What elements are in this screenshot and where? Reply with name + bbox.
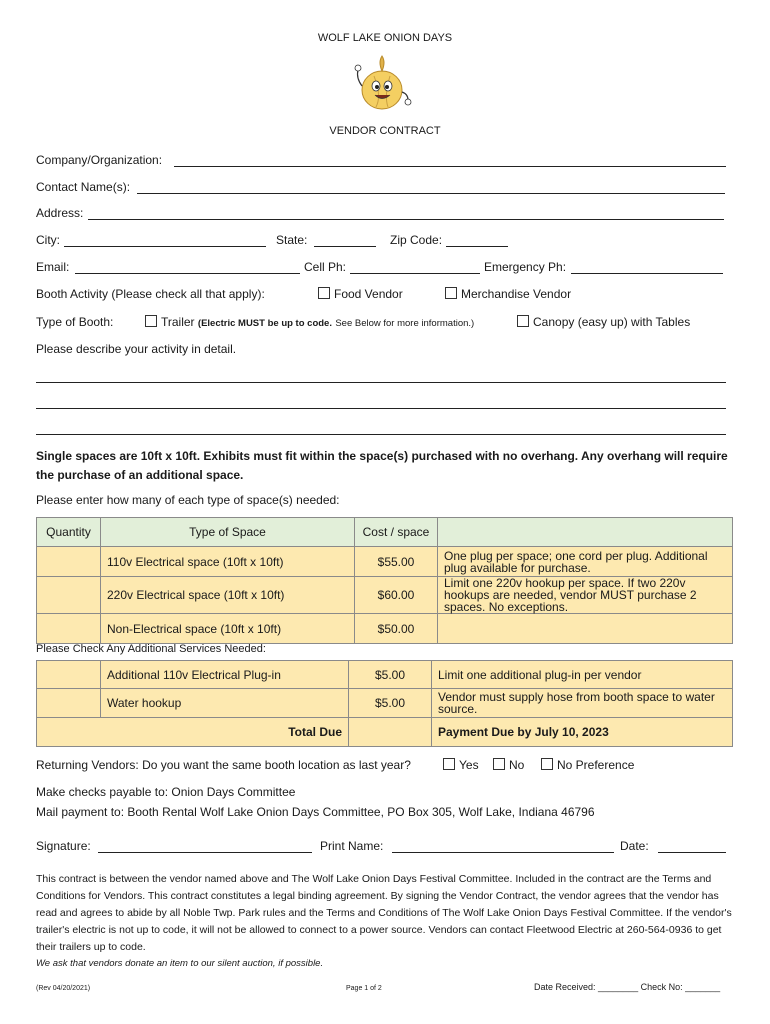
address-label: Address: (36, 206, 84, 220)
print-name-label: Print Name: (320, 839, 384, 853)
canopy-label: Canopy (easy up) with Tables (533, 315, 691, 329)
header-quantity: Quantity (37, 518, 101, 547)
service-checkbox-plugin[interactable] (37, 661, 101, 689)
booth-activity-label: Booth Activity (Please check all that apply): (36, 287, 265, 301)
trailer-checkbox[interactable] (145, 315, 474, 329)
quantity-input-220v[interactable] (37, 577, 101, 614)
no-preference-label: No Preference (557, 758, 635, 772)
merchandise-vendor-label: Merchandise Vendor (461, 287, 572, 301)
service-cost: $5.00 (349, 661, 432, 689)
yes-label: Yes (459, 758, 479, 772)
trailer-note-bold: (Electric MUST be up to code. (197, 318, 332, 329)
company-label: Company/Organization: (36, 153, 163, 167)
state-input[interactable] (314, 246, 376, 247)
quantity-input-110v[interactable] (37, 547, 101, 577)
state-label: State: (276, 233, 308, 247)
returning-no-checkbox[interactable] (493, 758, 524, 772)
canopy-checkbox[interactable] (517, 315, 690, 329)
company-input[interactable] (174, 166, 726, 167)
space-table (36, 517, 733, 644)
signature-label: Signature: (36, 839, 91, 853)
contact-input[interactable] (137, 193, 725, 194)
service-type: Additional 110v Electrical Plug-in (101, 661, 349, 689)
enter-spaces-label: Please enter how many of each type of space(s) needed: (36, 493, 340, 507)
emergency-input[interactable] (571, 273, 723, 274)
cell-label: Cell Ph: (304, 260, 347, 274)
service-cost: $5.00 (349, 689, 432, 718)
quantity-input-non-electrical[interactable] (37, 614, 101, 644)
email-label: Email: (36, 260, 70, 274)
describe-line-1[interactable] (36, 382, 726, 383)
address-input[interactable] (88, 219, 724, 220)
space-note: One plug per space; one cord per plug. Additional plug available for purchase. (438, 547, 733, 577)
cell-input[interactable] (350, 273, 480, 274)
total-due-input[interactable] (349, 718, 432, 747)
emergency-label: Emergency Ph: (484, 260, 567, 274)
describe-line-2[interactable] (36, 408, 726, 409)
header-type: Type of Space (101, 518, 355, 547)
date-label: Date: (620, 839, 649, 853)
food-vendor-label: Food Vendor (334, 287, 403, 301)
returning-no-preference-checkbox[interactable] (541, 758, 634, 772)
returning-yes-checkbox[interactable] (443, 758, 479, 772)
service-type: Water hookup (101, 689, 349, 718)
no-label: No (509, 758, 525, 772)
space-type: 110v Electrical space (10ft x 10ft) (101, 547, 355, 577)
space-type: Non-Electrical space (10ft x 10ft) (101, 614, 355, 644)
space-cost: $55.00 (355, 547, 438, 577)
space-note: Limit one 220v hookup per space. If two 220v hookups are needed, vendor MUST purchase 2 spaces. No exceptions. (438, 577, 733, 614)
merchandise-vendor-checkbox[interactable] (445, 287, 571, 301)
service-note: Limit one additional plug-in per vendor (432, 661, 733, 689)
total-due-label: Total Due (37, 718, 349, 747)
form-title: WOLF LAKE ONION DAYS (317, 32, 453, 44)
silent-auction-note: We ask that vendors donate an item to our silent auction, if possible. (36, 958, 324, 969)
terms-paragraph: This contract is between the vendor named above and The Wolf Lake Onion Days Festival Committee. Included in the contract are the Terms and Conditions for Vendors. This contract constitutes a legal binding agreement. By signing the Vendor Contract, the vendor agrees that the vendor has read and agrees to abide by all Noble Twp. Park rules and the Terms and Conditions of The Wolf Lake Onion Days Festival Committee. If the vendor's trailer's electric is not up to code, it will not be allowed to connect to a power source. Vendors can contact Fleetwood Electric at 260-564-0936 to get their trailers up to code. (36, 873, 732, 953)
space-notice: Single spaces are 10ft x 10ft. Exhibits must fit within the space(s) purchased with no overhang. Any overhang will require the purchase of an additional space. (36, 449, 728, 482)
date-input[interactable] (658, 852, 726, 853)
header-notes (438, 518, 733, 547)
table-row (37, 718, 733, 747)
table-row (37, 689, 733, 718)
revision-date: (Rev 04/20/2021) (36, 985, 91, 992)
services-table (36, 660, 733, 747)
describe-label: Please describe your activity in detail. (36, 342, 237, 356)
print-name-input[interactable] (392, 852, 614, 853)
office-use-received: Date Received: ________ Check No: _______ (534, 982, 721, 992)
services-label: Please Check Any Additional Services Needed: (36, 643, 266, 655)
space-type: 220v Electrical space (10ft x 10ft) (101, 577, 355, 614)
table-row (37, 661, 733, 689)
mail-payment: Mail payment to: Booth Rental Wolf Lake Onion Days Committee, PO Box 305, Wolf Lake, Indiana 46796 (36, 805, 595, 819)
zip-input[interactable] (446, 246, 508, 247)
contact-label: Contact Name(s): (36, 180, 131, 194)
header-cost: Cost / space (355, 518, 438, 547)
checks-payable: Make checks payable to: Onion Days Committee (36, 785, 296, 799)
space-cost: $50.00 (355, 614, 438, 644)
space-note (438, 614, 733, 644)
city-input[interactable] (64, 246, 266, 247)
page-number: Page 1 of 2 (346, 985, 382, 992)
table-row (37, 614, 733, 644)
table-row (37, 547, 733, 577)
food-vendor-checkbox[interactable] (318, 287, 403, 301)
city-label: City: (36, 233, 60, 247)
payment-due: Payment Due by July 10, 2023 (432, 718, 733, 747)
service-note: Vendor must supply hose from booth space to water source. (432, 689, 733, 718)
trailer-note: See Below for more information.) (335, 318, 475, 329)
space-cost: $60.00 (355, 577, 438, 614)
email-input[interactable] (75, 273, 300, 274)
trailer-label: Trailer (161, 315, 195, 329)
table-row (37, 577, 733, 614)
describe-line-3[interactable] (36, 434, 726, 435)
signature-input[interactable] (98, 852, 312, 853)
service-checkbox-water[interactable] (37, 689, 101, 718)
zip-label: Zip Code: (390, 233, 443, 247)
booth-type-label: Type of Booth: (36, 315, 114, 329)
onion-mascot-icon (348, 52, 418, 114)
contract-title: VENDOR CONTRACT (329, 125, 441, 137)
returning-question: Returning Vendors: Do you want the same booth location as last year? (36, 758, 411, 772)
